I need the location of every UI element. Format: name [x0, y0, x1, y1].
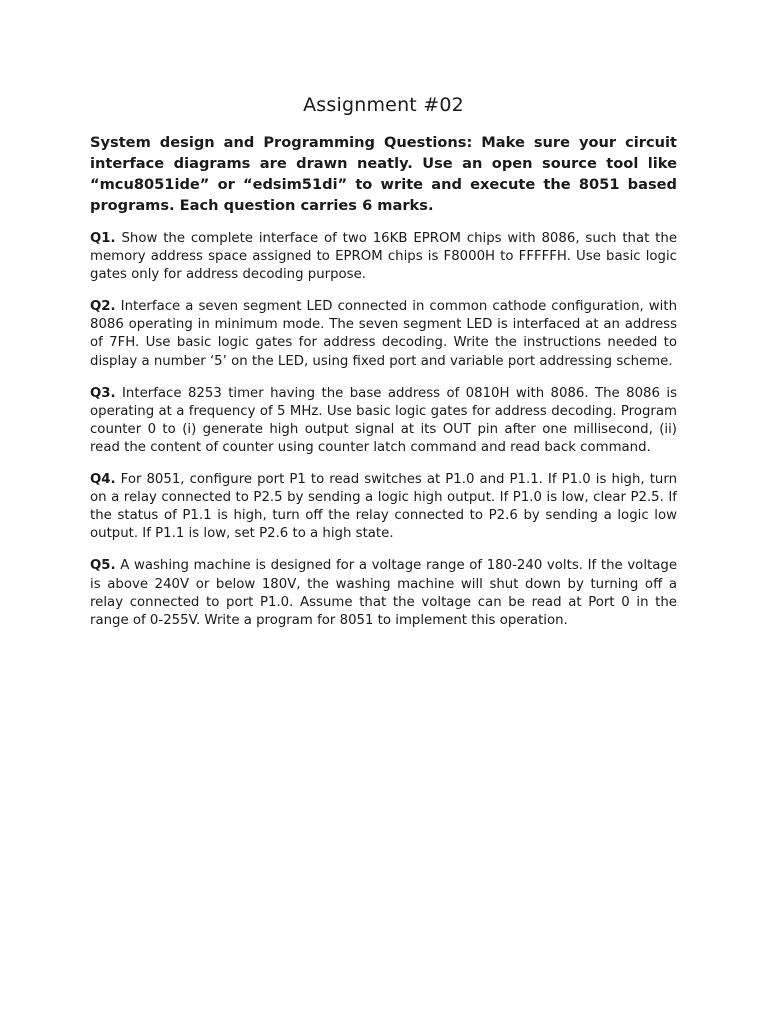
question-5-label: Q5.	[90, 558, 116, 574]
question-3-label: Q3.	[90, 385, 116, 401]
question-5	[90, 557, 677, 629]
question-2-label: Q2.	[90, 299, 116, 315]
document-page	[90, 0, 677, 630]
question-2	[90, 298, 677, 370]
page-title: Assignment #02	[303, 94, 464, 116]
question-1-text: Show the complete interface of two 16KB EPROM chips with 8086, such that the memory address space assigned to EPROM chips is F8000H to FFFFFH. Use basic logic gates only for address decoding purpose.	[90, 231, 678, 283]
question-1-label: Q1.	[90, 231, 116, 246]
question-4	[90, 471, 677, 543]
question-3-text: Interface 8253 timer having the base address of 0810H with 8086. The 8086 is operating at a frequency of 5 MHz. Use basic logic gates for address decoding. Program counter 0 to (i) generate high output signal at its OUT pin after one millisecond, (ii) read the content of counter using counter latch command and read back command.	[90, 385, 677, 455]
question-4-text: For 8051, configure port P1 to read switches at P1.0 and P1.1. If P1.0 is high, turn on a relay connected to P2.5 by sending a logic high output. If P1.0 is low, clear P2.5. If the status of P1.1 is high, turn off the relay connected to P2.6 by sending a logic low output. If P1.1 is low, set P2.6 to a high state.	[90, 472, 677, 542]
question-1	[90, 230, 677, 284]
question-3	[90, 385, 677, 457]
question-5-text: A washing machine is designed for a voltage range of 180-240 volts. If the voltage is above 240V or below 180V, the washing machine will shut down by turning off a relay connected to port P1.0. Assume that the voltage can be read at Port 0 in the range of 0-255V. Write a program for 8051 to implement this operation.	[90, 558, 677, 628]
question-4-label: Q4.	[90, 472, 116, 488]
question-2-text: Interface a seven segment LED connected in common cathode configuration, with 8086 operating in minimum mode. The seven segment LED is interfaced at an address of 7FH. Use basic logic gates for address decoding. Write the instructions needed to display a number ‘5’ on the LED, using fixed port and variable port addressing scheme.	[90, 299, 678, 369]
instructions-paragraph: System design and Programming Questions: Make sure your circuit interface diagrams are drawn neatly. Use an open source tool like “mcu8051ide” or “edsim51di” to write and execute the 8051 based programs. Each question carries 6 marks.	[90, 134, 677, 214]
